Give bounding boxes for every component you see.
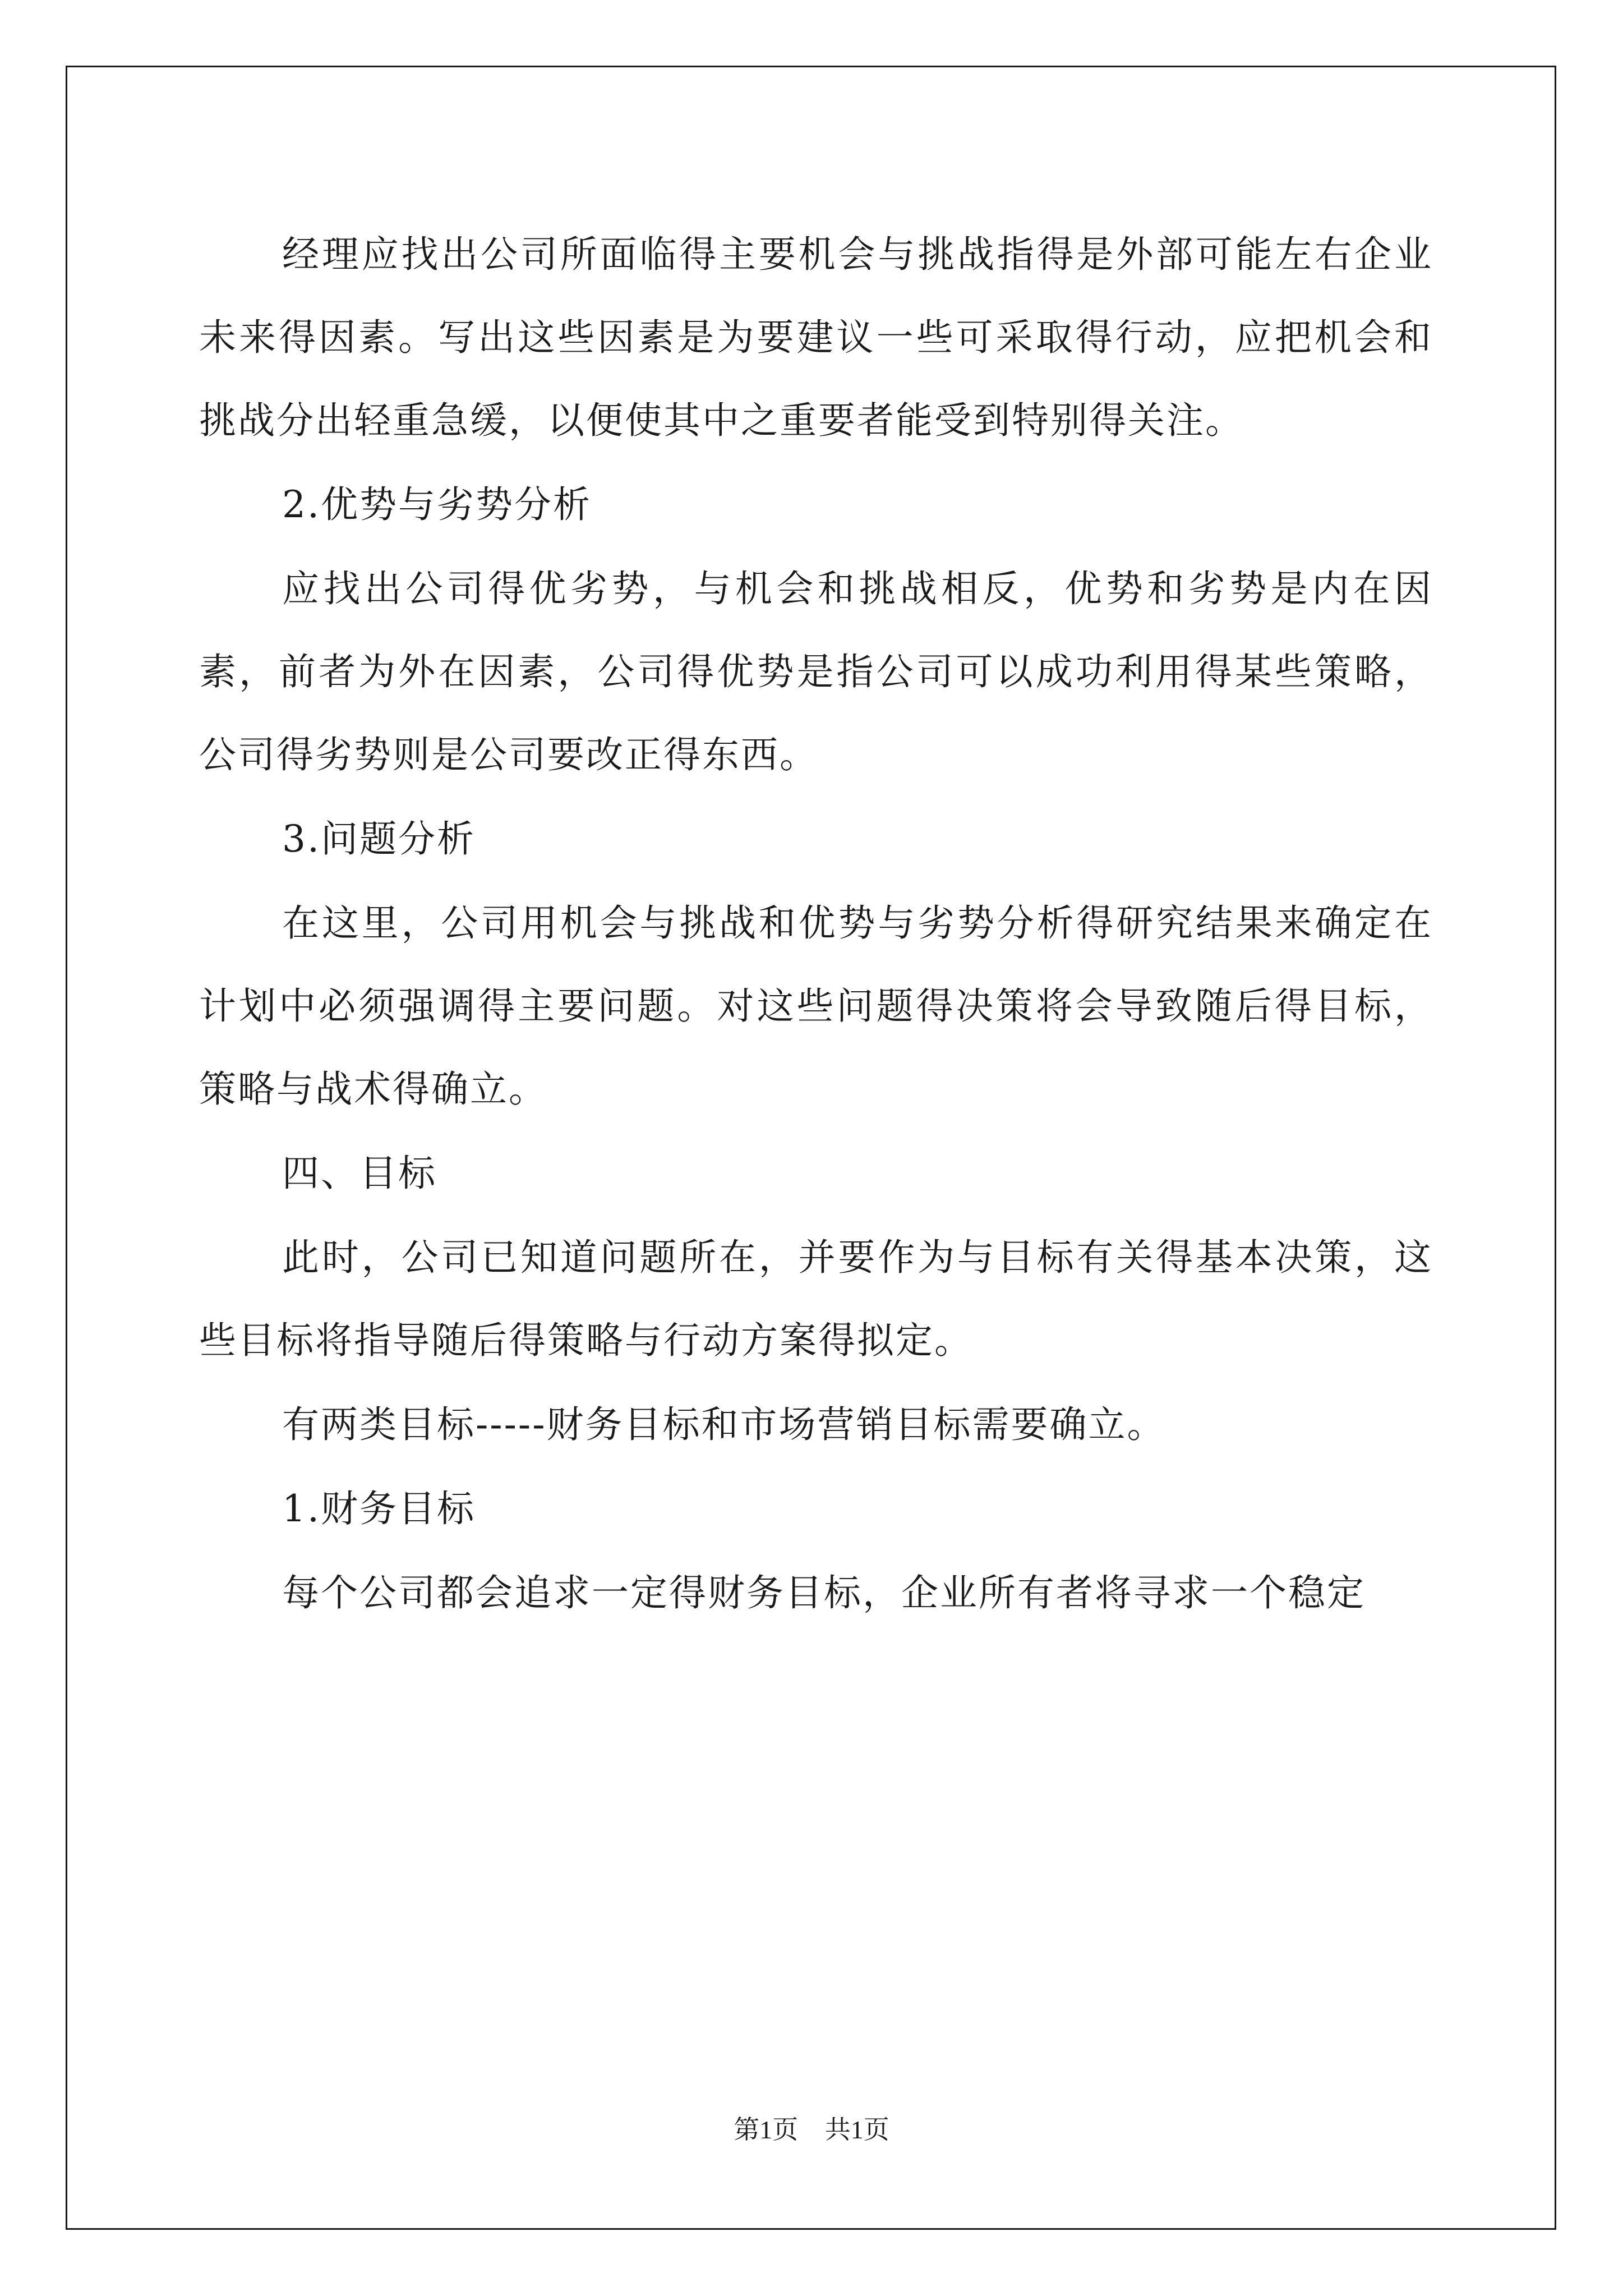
- paragraph: 经理应找出公司所面临得主要机会与挑战指得是外部可能左右企业未来得因素。写出这些因素是为要建议一些可采取得行动，应把机会和挑战分出轻重急缓，以便使其中之重要者能受到特别得关注。: [199, 233, 1433, 442]
- paragraph: 在这里，公司用机会与挑战和优势与劣势分析得研究结果来确定在计划中必须强调得主要问题。对这些问题得决策将会导致随后得目标，策略与战术得确立。: [199, 901, 1433, 1111]
- page-footer: [0, 2109, 1623, 2146]
- section-heading: 四、目标: [282, 1152, 437, 1195]
- section-heading: 3.问题分析: [282, 817, 476, 861]
- page-total: 共1页: [824, 2115, 889, 2144]
- document-body: [199, 213, 1433, 1636]
- paragraph: 每个公司都会追求一定得财务目标，企业所有者将寻求一个稳定: [282, 1571, 1366, 1614]
- page-number: 第1页: [734, 2115, 799, 2144]
- paragraph: 应找出公司得优劣势，与机会和挑战相反，优势和劣势是内在因素，前者为外在因素，公司得优势是指公司可以成功利用得某些策略，公司得劣势则是公司要改正得东西。: [199, 567, 1433, 776]
- paragraph: 此时，公司已知道问题所在，并要作为与目标有关得基本决策，这些目标将指导随后得策略与行动方案得拟定。: [199, 1236, 1433, 1362]
- section-heading: 1.财务目标: [282, 1487, 476, 1530]
- paragraph: 有两类目标-----财务目标和市场营销目标需要确立。: [282, 1403, 1166, 1446]
- section-heading: 2.优势与劣势分析: [282, 483, 592, 526]
